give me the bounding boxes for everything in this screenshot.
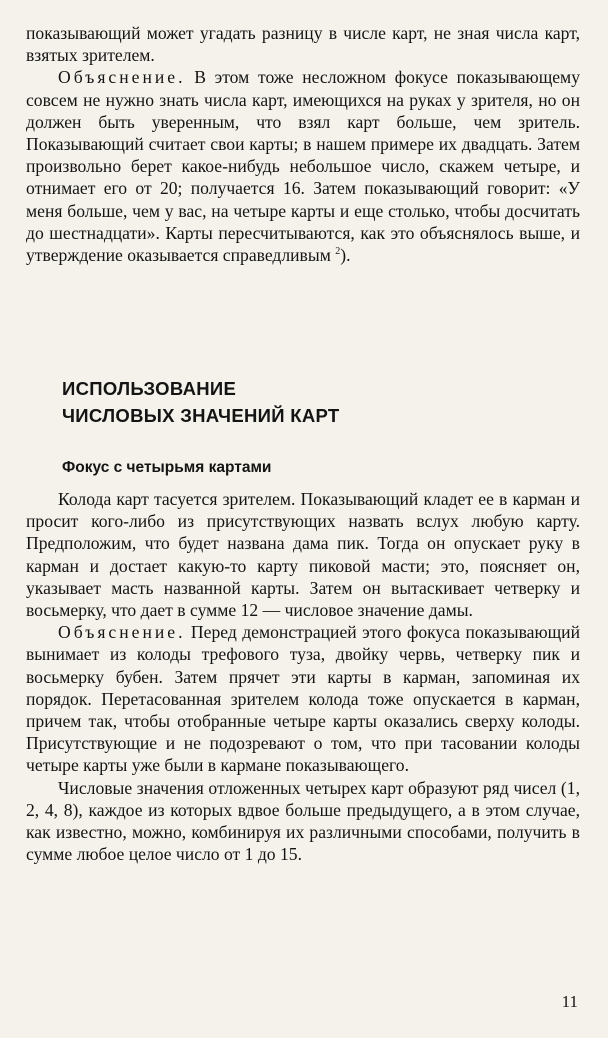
- page-number: 11: [561, 992, 578, 1011]
- explanation-end: ).: [340, 245, 351, 266]
- section-heading-line-2: ЧИСЛОВЫХ ЗНАЧЕНИЙ КАРТ: [62, 405, 340, 426]
- top-fragment-paragraph: показывающий может угадать разницу в числе карт, не зная числа карт, взятых зрителем.: [26, 23, 580, 66]
- explanation-label: Объяснение.: [58, 67, 186, 88]
- trick-explanation-text: Перед демонстрацией этого фокуса показывающий вынимает из колоды трефового туза, двойку червь, четверку пик и восьмерку бубен. Затем прячет эти карты в карман, запоминая их порядок. Перетасованная зрителем колода тоже опускается в карман, причем так, чтобы отобранные четыре карты оказались сверху колоды. Присутствующие и не подозревают о том, что при тасовании колоды четыре карты уже были в кармане показывающего.: [26, 622, 580, 776]
- section-heading: [62, 375, 562, 429]
- trick-explanation-label: Объяснение.: [58, 622, 186, 643]
- trick-explanation-paragraph: [26, 621, 580, 776]
- explanation-text: В этом тоже несложном фокусе показывающему совсем не нужно знать числа карт, имеющихся на руках у зрителя, но он должен быть уверенным, что взял карт больше, чем зритель. Показывающий считает свои карты; в нашем примере их двадцать. Затем произвольно берет какое-нибудь небольшое число, скажем четыре, и отнимает его от 20; получается 16. Затем показывающий говорит: «У меня больше, чем у вас, на четыре карты и еще столько, чтобы досчитать до шестнадцати». Карты пересчитываются, как это объяснялось выше, и утверждение оказывается справедливым: [26, 67, 580, 266]
- trick-paragraph-3: Числовые значения отложенных четырех карт образуют ряд чисел (1, 2, 4, 8), каждое из которых вдвое больше предыдущего, а в этом случае, как известно, можно, комбинируя их различными способами, получить в сумме любое целое число от 1 до 15.: [26, 777, 580, 865]
- footnote-marker: 2: [335, 246, 341, 258]
- trick-paragraph-1: Колода карт тасуется зрителем. Показывающий кладет ее в карман и просит кого-либо из присутствующих назвать вслух любую карту. Предположим, что будет названа дама пик. Тогда он опускает руку в карман и достает какую-то карту пиковой масти; это, поясняет он, указывает масть названной карты. Затем он вытаскивает четверку и восьмерку, что дает в сумме 12 — числовое значение дамы.: [26, 489, 580, 621]
- trick-text-block: [26, 488, 580, 865]
- trick-title: Фокус с четырьмя картами: [62, 459, 272, 476]
- section-heading-line-1: ИСПОЛЬЗОВАНИЕ: [62, 378, 237, 399]
- explanation-paragraph-1: [26, 66, 580, 266]
- top-text-block: [26, 22, 580, 266]
